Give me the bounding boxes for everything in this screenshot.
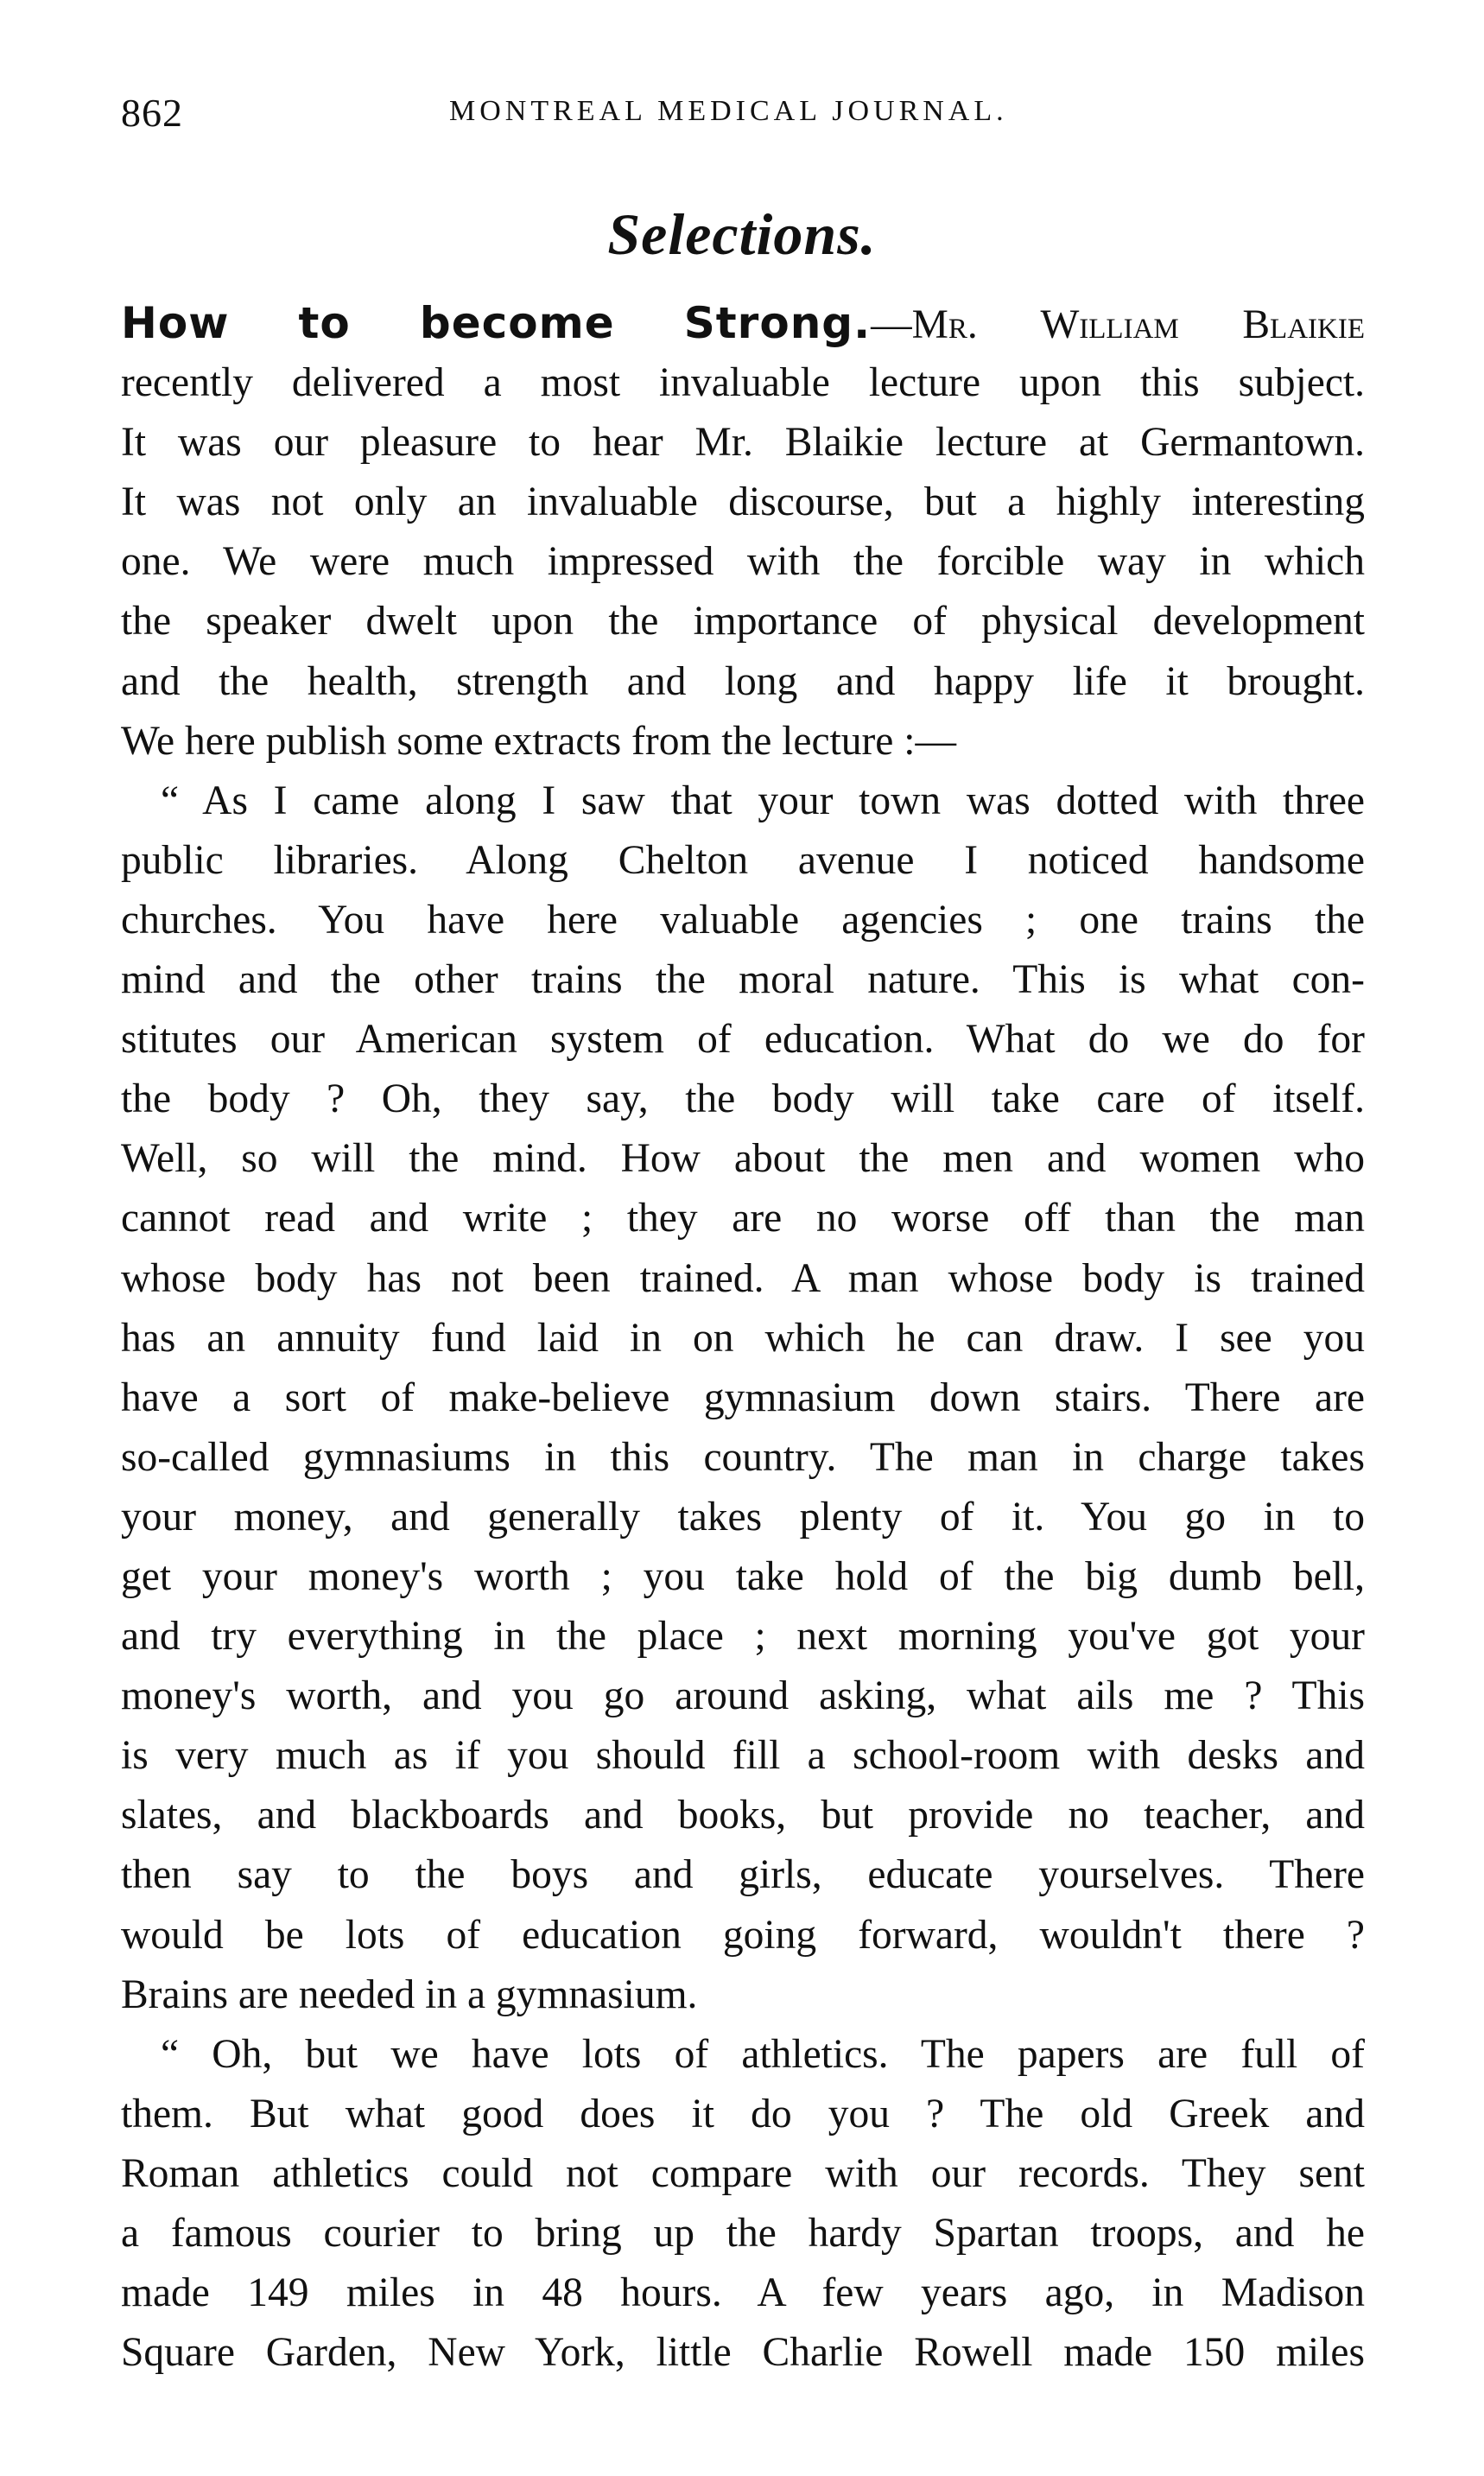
text-line: is very much as if you should fill a school-room with desks and <box>121 1733 1365 1779</box>
text-line: and try everything in the place ; next morning you've got your <box>121 1614 1365 1660</box>
text-line: the speaker dwelt upon the importance of physical development <box>121 599 1365 644</box>
text-line: a famous courier to bring up the hardy Spartan troops, and he <box>121 2211 1365 2256</box>
article-author: —Mr. William Blaikie <box>871 302 1365 347</box>
text-line: made 149 miles in 48 hours. A few years ago, in Madison <box>121 2270 1365 2316</box>
text-line: Square Garden, New York, little Charlie Rowell made 150 miles <box>121 2330 1365 2376</box>
page-number: 862 <box>121 91 183 135</box>
text-line: Brains are needed in a gymnasium. <box>121 1971 698 2017</box>
article-body <box>121 294 1365 2383</box>
text-line: then say to the boys and girls, educate yourselves. There <box>121 1852 1365 1898</box>
text-line: It was our pleasure to hear Mr. Blaikie lecture at Germantown. <box>121 420 1365 466</box>
text-line: has an annuity fund laid in on which he can draw. I see you <box>121 1315 1365 1361</box>
section-heading: Selections. <box>607 201 877 267</box>
paragraph-first-line: “ Oh, but we have lots of athletics. The papers are full of <box>161 2031 1365 2077</box>
text-line: get your money's worth ; you take hold of the big dumb bell, <box>121 1553 1365 1599</box>
text-line: your money, and generally takes plenty of it. You go in to <box>121 1494 1365 1540</box>
text-line: would be lots of education going forward, wouldn't there ? <box>121 1912 1365 1958</box>
text-line: so-called gymnasiums in this country. The man in charge takes <box>121 1434 1365 1480</box>
text-line: recently delivered a most invaluable lecture upon this subject. <box>121 360 1365 406</box>
text-line: Well, so will the mind. How about the men and women who <box>121 1136 1365 1182</box>
text-line: churches. You have here valuable agencies ; one trains the <box>121 897 1365 943</box>
text-line: and the health, strength and long and happy life it brought. <box>121 658 1365 704</box>
text-line: whose body has not been trained. A man whose body is trained <box>121 1255 1365 1301</box>
text-line: mind and the other trains the moral nature. This is what con- <box>121 957 1365 1003</box>
text-line: Roman athletics could not compare with our records. They sent <box>121 2150 1365 2196</box>
text-line: the body ? Oh, they say, the body will take care of itself. <box>121 1076 1365 1122</box>
paragraph-first-line: “ As I came along I saw that your town was dotted with three <box>161 778 1365 823</box>
text-line: public libraries. Along Chelton avenue I noticed handsome <box>121 837 1365 883</box>
text-line: cannot read and write ; they are no worse off than the man <box>121 1196 1365 1241</box>
running-head <box>121 90 1365 142</box>
text-line: It was not only an invaluable discourse, but a highly interesting <box>121 479 1365 525</box>
article-title: How to become Strong. <box>121 298 872 348</box>
article-first-line <box>121 294 1365 353</box>
text-line: money's worth, and you go around asking, what ails me ? This <box>121 1673 1365 1719</box>
text-line: have a sort of make-believe gymnasium down stairs. There are <box>121 1374 1365 1420</box>
journal-title: MONTREAL MEDICAL JOURNAL. <box>449 95 1008 127</box>
text-line: slates, and blackboards and books, but provide no teacher, and <box>121 1793 1365 1838</box>
text-line: them. But what good does it do you ? The old Greek and <box>121 2091 1365 2136</box>
text-line: We here publish some extracts from the lecture :— <box>121 718 956 764</box>
text-line: one. We were much impressed with the forcible way in which <box>121 539 1365 585</box>
text-line: stitutes our American system of education. What do we do for <box>121 1017 1365 1063</box>
